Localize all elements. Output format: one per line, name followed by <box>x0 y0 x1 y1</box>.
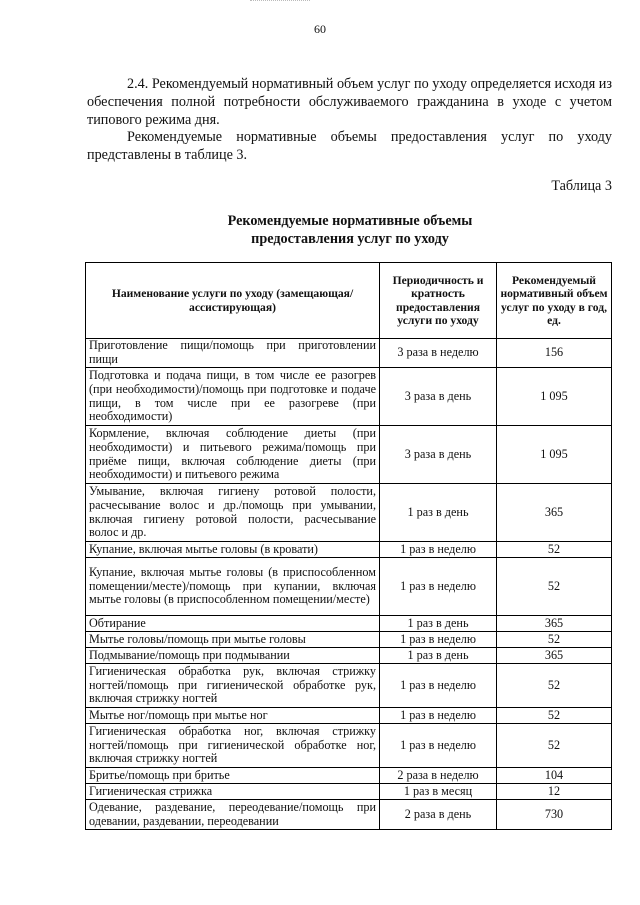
service-frequency: 2 раза в неделю <box>380 768 497 784</box>
table-row <box>86 339 612 368</box>
service-volume: 52 <box>497 558 612 616</box>
service-volume: 730 <box>497 800 612 830</box>
service-volume: 365 <box>497 616 612 632</box>
service-volume: 52 <box>497 708 612 724</box>
table-row <box>86 784 612 800</box>
table-title <box>0 212 640 248</box>
service-frequency: 1 раз в неделю <box>380 558 497 616</box>
header-frequency: Периодичность и кратность предоставления услуги по уходу <box>380 263 497 339</box>
service-name: Подготовка и подача пищи, в том числе ее разогрев (при необходимости)/помощь при подготовке и подаче пищи, в том числе при ее разогреве (при необходимости) <box>86 368 380 426</box>
header-service-name: Наименование услуги по уходу (замещающая/ассистирующая) <box>86 263 380 339</box>
service-name: Гигиеническая обработка ног, включая стрижку ногтей/помощь при гигиенической обработке ног, включая стрижку ногтей <box>86 724 380 768</box>
table-title-line2: предоставления услуг по уходу <box>251 231 449 247</box>
table-row <box>86 724 612 768</box>
service-name: Купание, включая мытье головы (в кровати) <box>86 542 380 558</box>
table-row <box>86 708 612 724</box>
service-volume: 52 <box>497 542 612 558</box>
service-volume: 52 <box>497 664 612 708</box>
scan-artifact <box>250 0 310 4</box>
service-frequency: 2 раза в день <box>380 800 497 830</box>
service-name: Умывание, включая гигиену ротовой полости, расчесывание волос и др./помощь при умывании, включая гигиену ротовой полости, расчесывание волос и др. <box>86 484 380 542</box>
table-row <box>86 542 612 558</box>
service-volume: 365 <box>497 484 612 542</box>
service-volume: 52 <box>497 632 612 648</box>
service-frequency: 1 раз в день <box>380 616 497 632</box>
service-volume: 156 <box>497 339 612 368</box>
table-row <box>86 616 612 632</box>
service-frequency: 3 раза в неделю <box>380 339 497 368</box>
service-name: Бритье/помощь при бритье <box>86 768 380 784</box>
header-volume: Рекомендуемый нормативный объем услуг по уходу в год, ед. <box>497 263 612 339</box>
service-name: Подмывание/помощь при подмывании <box>86 648 380 664</box>
service-name: Приготовление пищи/помощь при приготовлении пищи <box>86 339 380 368</box>
service-frequency: 3 раза в день <box>380 368 497 426</box>
service-name: Гигиеническая стрижка <box>86 784 380 800</box>
service-volume: 1 095 <box>497 368 612 426</box>
service-frequency: 1 раз в неделю <box>380 632 497 648</box>
service-name: Кормление, включая соблюдение диеты (при необходимости) и питьевого режима/помощь при приёме пищи, включая соблюдение диеты (при необходимости) и питьевого режима <box>86 426 380 484</box>
service-volume: 52 <box>497 724 612 768</box>
service-frequency: 1 раз в неделю <box>380 664 497 708</box>
service-volume: 1 095 <box>497 426 612 484</box>
service-name: Мытье головы/помощь при мытье головы <box>86 632 380 648</box>
service-volume: 365 <box>497 648 612 664</box>
service-name: Гигиеническая обработка рук, включая стрижку ногтей/помощь при гигиенической обработке рук, включая стрижку ногтей <box>86 664 380 708</box>
service-frequency: 3 раза в день <box>380 426 497 484</box>
table-row <box>86 800 612 830</box>
paragraph-standard-volume: 2.4. Рекомендуемый нормативный объем услуг по уходу определяется исходя из обеспечения полной потребности обслуживаемого гражданина в уходе с учетом типового режима дня. <box>87 76 612 128</box>
table-title-line1: Рекомендуемые нормативные объемы <box>227 213 473 229</box>
table-header-row <box>86 263 612 339</box>
service-name: Мытье ног/помощь при мытье ног <box>86 708 380 724</box>
service-name: Одевание, раздевание, переодевание/помощь при одевании, раздевании, переодевании <box>86 800 380 830</box>
table-row <box>86 648 612 664</box>
service-frequency: 1 раз в день <box>380 648 497 664</box>
table-row <box>86 632 612 648</box>
page-number: 60 <box>314 22 326 36</box>
service-volume: 12 <box>497 784 612 800</box>
service-name: Обтирание <box>86 616 380 632</box>
service-frequency: 1 раз в день <box>380 484 497 542</box>
table-row <box>86 768 612 784</box>
table-row <box>86 484 612 542</box>
table-label: Таблица 3 <box>551 178 612 194</box>
service-frequency: 1 раз в неделю <box>380 542 497 558</box>
table-row <box>86 426 612 484</box>
paragraph-table-reference: Рекомендуемые нормативные объемы предоставления услуг по уходу представлены в таблице 3. <box>87 129 612 163</box>
service-frequency: 1 раз в неделю <box>380 724 497 768</box>
service-volume: 104 <box>497 768 612 784</box>
service-name: Купание, включая мытье головы (в приспособленном помещении/месте)/помощь при купании, включая мытье головы (в приспособленном помещении/месте) <box>86 558 380 616</box>
table-row <box>86 558 612 616</box>
table-row <box>86 664 612 708</box>
service-frequency: 1 раз в месяц <box>380 784 497 800</box>
service-frequency: 1 раз в неделю <box>380 708 497 724</box>
table-row <box>86 368 612 426</box>
services-table <box>85 262 612 830</box>
